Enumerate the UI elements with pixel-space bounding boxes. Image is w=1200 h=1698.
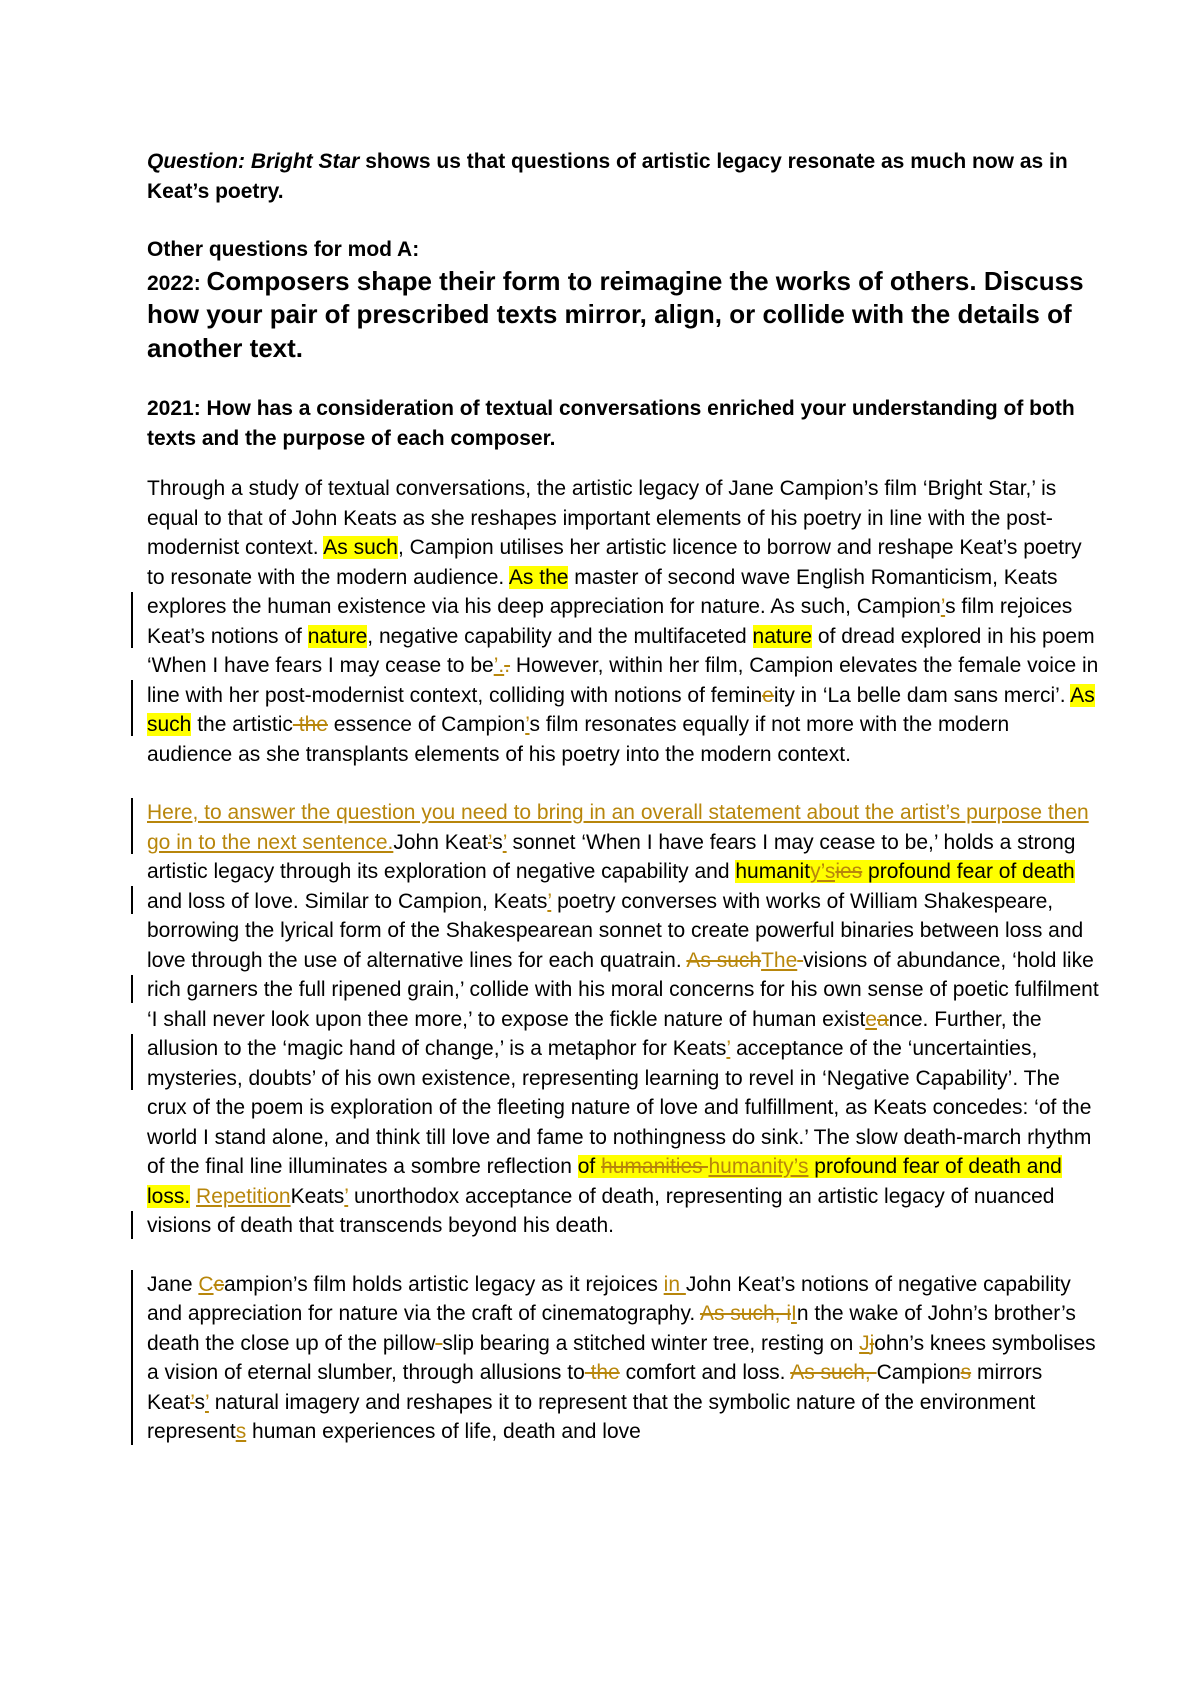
change-bar	[131, 975, 133, 1003]
change-bar	[131, 886, 133, 914]
tracked-insertion[interactable]: humanity’s	[708, 1155, 809, 1178]
tracked-deletion[interactable]: s	[960, 1361, 972, 1384]
tracked-deletion[interactable]: As such	[686, 948, 762, 972]
tracked-deletion[interactable]: ’	[487, 830, 493, 854]
paragraph-1: Through a study of textual conversations, the artistic legacy of Jane Campion’s film ‘Bright Star,’ is equal to that of John Keats as she reshapes important elements of his poetry in line with the post-modernist context. As such, Campion utilises her artistic licence to borrow and reshape Keat’s poetry to resonate with the modern audience. As the master of second wave English Romanticism, Keats explores the human existence via his deep appreciation for nature. As such, Campion’s film rejoices Keat’s notions of nature, negative capability and the multifaceted nature of dread explored in his poem ‘When I have fears I may cease to be’.. However, within her film, Campion elevates the female voice in line with her post-modernist context, colliding with notions of femineity in ‘La belle dam sans merci’. As such the artistic the essence of Campion’s film resonates equally if not more with the modern audience as she transplants elements of his poetry into the modern context.	[147, 474, 1100, 769]
tracked-deletion[interactable]: a	[876, 1007, 889, 1031]
tracked-deletion[interactable]: the	[584, 1361, 620, 1384]
change-bar	[131, 1211, 133, 1239]
tracked-insertion[interactable]: ’	[547, 889, 552, 913]
tracked-insertion[interactable]: e	[865, 1007, 877, 1031]
other-questions-heading: Other questions for mod A:	[147, 238, 420, 261]
tracked-insertion[interactable]: ’	[205, 1390, 209, 1414]
highlight: nature	[752, 624, 813, 648]
tracked-insertion[interactable]: I	[791, 1302, 797, 1325]
tracked-deletion[interactable]: As such, i	[699, 1302, 791, 1325]
question-title: Bright Star	[250, 150, 360, 173]
paragraph-3: Jane Ccampion’s film holds artistic legacy as it rejoices in John Keat’s notions of negative capability and appreciation for nature via the craft of cinematography. As such, iIn the wake of John’s brother’s death the close up of the pillow-slip bearing a stitched winter tree, resting on Jjohn’s knees symbolises a vision of eternal slumber, through allusions to the comfort and loss. As such, Campions mirrors Keat’s’ natural imagery and reshapes it to represent that the symbolic nature of the environment represents human experiences of life, death and love	[147, 1270, 1100, 1447]
tracked-deletion[interactable]: j	[869, 1331, 875, 1355]
highlight: of humanities humanity’s profound fear of death and loss.	[147, 1155, 1062, 1208]
question-rest: shows us that questions of artistic legacy resonate as much now as in Keat’s poetry.	[147, 150, 1068, 203]
tracked-deletion[interactable]: ies	[835, 860, 863, 883]
tracked-deletion[interactable]: e	[762, 683, 774, 707]
tracked-insertion[interactable]: The	[761, 948, 798, 972]
highlight: humanity’sies profound fear of death	[735, 860, 1075, 883]
highlight: nature	[307, 624, 368, 648]
highlight: As such	[323, 536, 398, 559]
tracked-deletion[interactable]: As such,	[790, 1361, 877, 1384]
highlight: As the	[508, 565, 569, 589]
tracked-insertion[interactable]: s	[235, 1420, 247, 1443]
question-label: Question:	[147, 150, 251, 173]
question-2022	[147, 265, 1100, 366]
paragraph-2: Here, to answer the question you need to bring in an overall statement about the artist’s purpose then go in to the next sentence.John Keat’s’ sonnet ‘When I have fears I may cease to be,’ holds a strong artistic legacy through its exploration of negative capability and humanity’sies profound fear of death and loss of love. Similar to Campion, Keats’ poetry converses with works of William Shakespeare, borrowing the lyrical form of the Shakespearean sonnet to create powerful binaries between loss and love through the use of alternative lines for each quatrain. As suchThe visions of abundance, ‘hold like rich garners the full ripened grain,’ collide with his moral concerns for his own sense of poetic fulfilment ‘I shall never look upon thee more,’ to expose the fickle nature of human existeance. Further, the allusion to the ‘magic hand of change,’ is a metaphor for Keats’ acceptance of the ‘uncertainties, mysteries, doubts’ of his own existence, representing learning to revel in ‘Negative Capability’. The crux of the poem is exploration of the fleeting nature of love and fulfillment, as Keats concedes: ‘of the world I stand alone, and think till love and fame to nothingness do sink.’ The slow death-march rhythm of the final line illuminates a sombre reflection of humanities humanity’s profound fear of death and loss. RepetitionKeats’ unorthodox acceptance of death, representing an artistic legacy of nuanced visions of death that transcends beyond his death.	[147, 798, 1100, 1241]
tracked-insertion[interactable]: J	[859, 1331, 870, 1355]
question-2021: 2021: How has a consideration of textual conversations enriched your understanding of both texts and the purpose of each composer.	[147, 397, 1075, 450]
tracked-insertion[interactable]: in	[663, 1272, 686, 1296]
tracked-insertion[interactable]: ’	[502, 830, 507, 854]
tracked-insertion[interactable]: y’s	[810, 860, 836, 883]
tracked-deletion[interactable]: .	[504, 654, 511, 677]
tracked-insertion[interactable]: ’.	[493, 654, 505, 677]
tracked-insertion[interactable]: ’	[525, 713, 530, 736]
highlight: As such	[147, 683, 1095, 736]
tracked-deletion[interactable]: ’	[190, 1390, 195, 1414]
question-2022-year: 2022:	[147, 271, 207, 295]
change-bar	[131, 1034, 133, 1090]
change-bar	[131, 798, 133, 854]
tracked-insertion[interactable]: ’	[940, 595, 946, 618]
tracked-insertion[interactable]: C	[198, 1272, 214, 1296]
question-2022-text: Composers shape their form to reimagine the works of others. Discuss how your pair of prescribed texts mirror, align, or collide with the details of another text.	[147, 265, 1084, 363]
tracked-deletion[interactable]: the	[292, 713, 328, 736]
tracked-deletion[interactable]: c	[213, 1272, 225, 1296]
change-bar	[131, 1270, 133, 1445]
tracked-insertion[interactable]: ’	[726, 1037, 731, 1060]
reviewer-comment-insertion[interactable]: Here, to answer the question you need to bring in an overall statement about the artist’s purpose then go in to the next sentence.	[147, 801, 1089, 854]
change-bar	[131, 680, 133, 736]
change-bar	[131, 592, 133, 648]
essay-question	[147, 147, 1100, 206]
tracked-deletion[interactable]: humanities	[601, 1155, 709, 1178]
tracked-insertion[interactable]: Repetition	[196, 1184, 291, 1208]
tracked-deletion[interactable]: -	[435, 1331, 443, 1355]
tracked-insertion[interactable]: ’	[344, 1184, 349, 1208]
